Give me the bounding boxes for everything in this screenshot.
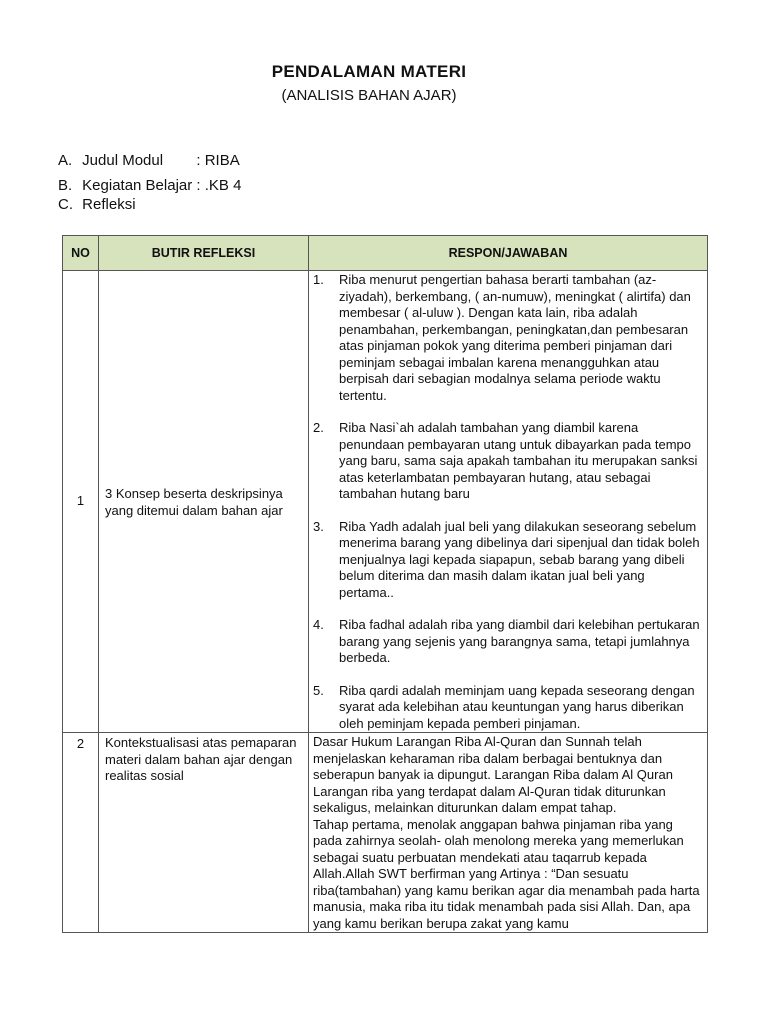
meta-text: Kegiatan Belajar : .KB 4 (82, 177, 242, 194)
meta-text: Judul Modul : RIBA (82, 152, 240, 169)
header-item: BUTIR REFLEKSI (99, 236, 309, 271)
table-row (63, 271, 708, 733)
header-response: RESPON/JAWABAN (309, 236, 708, 271)
row-number: 1 (63, 271, 99, 733)
list-text: Riba qardi adalah meminjam uang kepada seseorang dengan syarat ada kelebihan atau keuntungan yang harus diberikan oleh peminjam kepada pemberi pinjaman. (339, 682, 695, 731)
list-number: 5. (313, 682, 324, 698)
row-number: 2 (63, 733, 99, 933)
row-item: Kontekstualisasi atas pemaparan materi dalam bahan ajar dengan realitas sosial (99, 733, 309, 933)
list-text: Riba Yadh adalah jual beli yang dilakukan seseorang sebelum menerima barang yang dibelinya dari sipenjual dan tidak boleh menjualnya lagi kepada siapapun, sebab barang yang dibeli belum diterima dan masih dalam ikatan jual beli yang pertama.. (339, 518, 700, 600)
list-item (313, 519, 703, 602)
list-number: 4. (313, 617, 324, 632)
page-subtitle: (ANALISIS BAHAN AJAR) (281, 87, 457, 104)
response-paragraph: Dasar Hukum Larangan Riba Al-Quran dan Sunnah telah menjelaskan keharaman riba dalam berbagai bentuknya dan seberapun banyak ia dipungut. Larangan Riba dalam Al Quran Larangan riba yang terdapat dalam Al-Quran tidak diturunkan sekaligus, melainkan diturunkan dalam empat tahap. (313, 734, 673, 815)
table-row (63, 733, 708, 933)
header-no: NO (63, 236, 99, 271)
response-list (313, 272, 703, 732)
meta-letter: C. (58, 196, 73, 213)
row-response (309, 733, 708, 933)
list-text: Riba fadhal adalah riba yang diambil dari kelebihan pertukaran barang yang sejenis yang barangnya sama, tetapi jumlahnya berbeda. (339, 617, 700, 665)
list-text: Riba menurut pengertian bahasa berarti tambahan (az-ziyadah), berkembang, ( an-numuw), meningkat ( alirtifa) dan membesar ( al-uluw ). Dengan kata lain, riba adalah penambahan, perkembangan, peningkatan,dan pembesaran atas pinjaman pokok yang diterima pemberi pinjaman dari peminjam sebagai imbalan karena menangguhkan atau berpisah dari sebagian modalnya selama periode waktu tertentu. (339, 272, 691, 403)
row-item: 3 Konsep beserta deskripsinya yang ditemui dalam bahan ajar (99, 271, 309, 733)
table-header-row (63, 236, 708, 271)
meta-text: Refleksi (82, 196, 136, 213)
list-item (313, 420, 703, 503)
meta-reflection (58, 196, 136, 213)
list-item (313, 683, 703, 733)
list-text: Riba Nasi`ah adalah tambahan yang diambil karena penundaan pembayaran utang untuk dibayarkan pada tempo yang baru, sama saja apakah tambahan itu merupakan sanksi atas keterlambatan pembayaran hutang, atau sebagai tambahan hutang baru (339, 420, 698, 501)
list-number: 3. (313, 518, 324, 534)
list-item (313, 272, 703, 404)
meta-learning-activity (58, 177, 241, 194)
page-title: PENDALAMAN MATERI (271, 62, 467, 81)
list-item (313, 617, 703, 667)
row-response (309, 271, 708, 733)
list-number: 2. (313, 420, 324, 435)
meta-letter: A. (58, 152, 73, 169)
reflection-table (62, 235, 708, 933)
meta-module-title (58, 152, 240, 169)
meta-letter: B. (58, 177, 73, 194)
list-number: 1. (313, 272, 324, 287)
response-paragraph: Tahap pertama, menolak anggapan bahwa pinjaman riba yang pada zahirnya seolah- olah menolong mereka yang memerlukan sebagai suatu perbuatan mendekati atau taqarrub kepada Allah.Allah SWT berfirman yang Artinya : “Dan sesuatu riba(tambahan) yang kamu berikan agar dia menambah pada harta manusia, maka riba itu tidak menambah pada sisi Allah. Dan, apa yang kamu berikan berupa zakat yang kamu (313, 816, 700, 931)
